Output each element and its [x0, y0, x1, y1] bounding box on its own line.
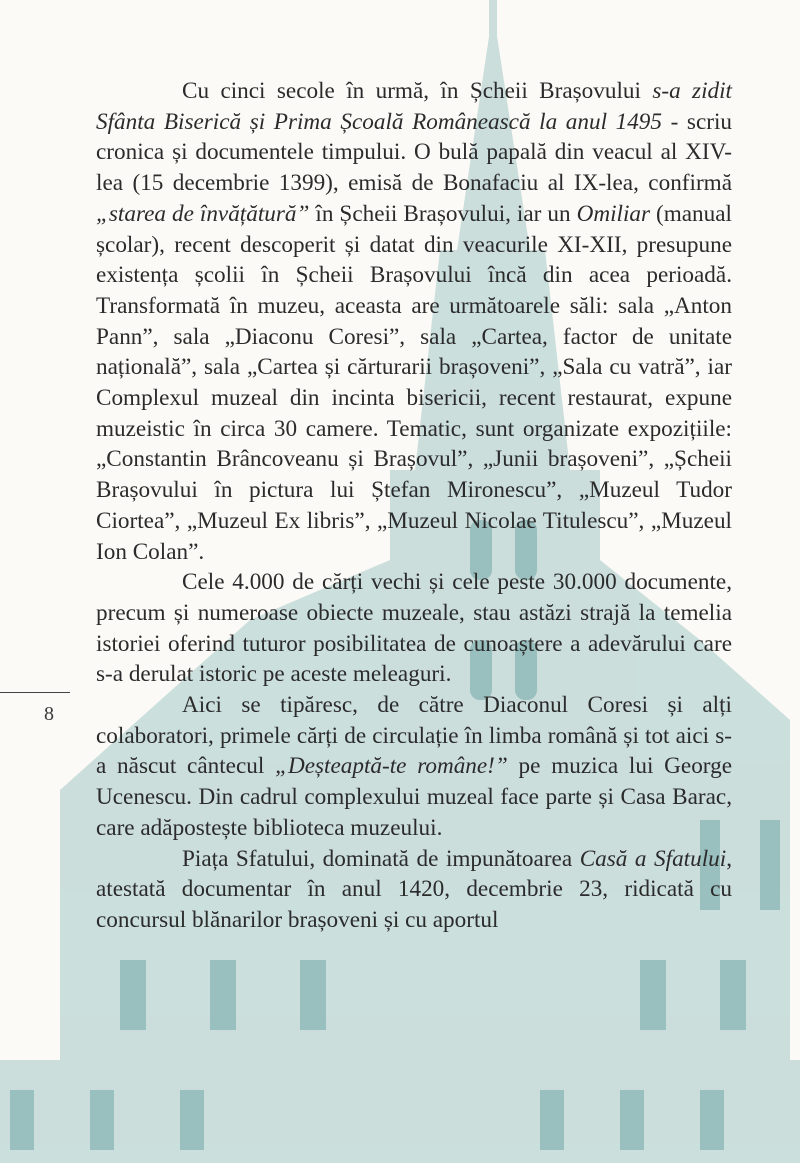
page-number: 8 [44, 703, 54, 725]
text-run: , atestată documentar în anul 1420, decembrie 23, ridicată cu concursul blănarilor brașoveni și cu aportul [96, 845, 732, 933]
text-run: (manual școlar), recent descoperit și datat din veacurile XI-XII, presupune existența școlii în Șcheii Brașovului încă din acea perioadă. Transformată în muzeu, aceasta are următoarele săli: sala „Anton Pann”, sala „Diaconu Coresi”, sala „Cartea, factor de unitate națională”, sala „Cartea și cărturarii brașoveni”, „Sala cu vatră”, iar Complexul muzeal din incinta bisericii, recent restaurat, expune muzeistic în circa 30 camere. Tematic, sunt organizate expozițiile: „Constantin Brâncoveanu și Brașovul”, „Junii brașoveni”, „Șcheii Brașovului în pictura lui Ștefan Mironescu”, „Muzeul Tudor Ciortea”, „Muzeul Ex libris”, „Muzeul Nicolae Titulescu”, „Muzeul Ion Colan”. [96, 200, 732, 565]
text-run: Piața Sfatului, dominată de impunătoarea [182, 845, 580, 872]
italic-text-run: „starea de învățătură” [96, 200, 310, 227]
text-run: Aici se tipăresc, de către Diaconul Coresi și alți colaboratori, primele cărți de circulație în limba română și tot aici s-a născut cântecul [96, 692, 732, 780]
text-run: Cele 4.000 de cărți vechi și cele peste 30.000 documente, precum și numeroase obiecte muzeale, stau astăzi strajă la temelia istoriei oferind tuturor posibilitatea de cunoaștere a adevărului care s-a derulat istoric pe aceste meleaguri. [96, 569, 732, 688]
italic-text-run: „Deșteaptă-te române!” [275, 753, 508, 780]
italic-text-run: Casă a Sfatului [579, 845, 727, 872]
italic-text-run: s-a zidit Sfânta Biserică și Prima Școală Românească la anul 1495 [96, 78, 732, 135]
text-run: pe muzica lui George Ucenescu. Din cadrul complexului muzeal face parte și Casa Barac, care adăpostește biblioteca muzeului. [96, 753, 732, 841]
text-run: Cu cinci secole în urmă, în Șcheii Brașovului [182, 78, 653, 104]
paragraph [96, 690, 732, 844]
paragraph [96, 844, 732, 936]
paragraph [96, 567, 732, 690]
body-text [96, 76, 732, 936]
page-number-rule [0, 692, 70, 693]
text-run: în Șcheii Brașovului, iar un [309, 200, 577, 227]
paragraph [96, 76, 732, 567]
text-run: - scriu cronica și documentele timpului. O bulă papală din veacul al XIV-lea (15 decembrie 1399), emisă de Bonafaciu al IX-lea, confirmă [96, 108, 732, 197]
italic-text-run: Omiliar [576, 200, 651, 227]
